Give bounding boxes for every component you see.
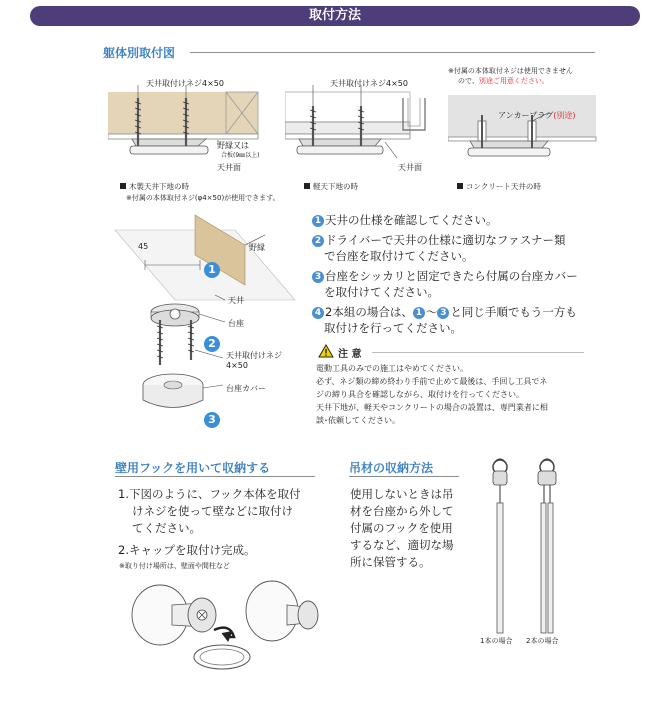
concrete-caption: コンクリート天井の時 <box>457 181 541 192</box>
step-number-4: 4 <box>312 307 324 319</box>
concrete-ceiling-diagram <box>448 95 598 175</box>
storage-line: 所に保管する。 <box>350 555 431 569</box>
dim-45-label: 45 <box>138 242 149 251</box>
step-number-3: 3 <box>312 271 324 283</box>
hook-instructions <box>118 486 328 559</box>
wood-caption: 木製天井下地の時 <box>120 181 189 192</box>
concrete-note-warning: 別途ご用意ください。 <box>478 77 549 85</box>
install-joist-label: 野縁 <box>249 243 265 252</box>
mounting-section-title: 躯体別取付図 <box>103 46 176 60</box>
anchor-plug-label: アンカープラグ(別途) <box>498 111 576 120</box>
step-number-1: 1 <box>312 215 324 227</box>
concrete-note-2: ので、別途ご用意ください。 <box>458 77 549 85</box>
caution-body <box>316 362 596 427</box>
caution-rule <box>372 352 584 353</box>
caution-title: 注 意 <box>338 349 362 360</box>
storage-line: 材を台座から外して <box>350 504 454 518</box>
step-ref-1: 1 <box>413 307 425 319</box>
hook-note: ※取り付け場所は、壁面や間柱など <box>119 562 230 570</box>
storage-section-title: 吊材の収納方法 <box>349 461 434 475</box>
wood-ceiling-face-label: 天井面 <box>217 163 241 172</box>
storage-section-rule <box>349 476 459 477</box>
caution-line: 天井下地が、軽天やコンクリートの場合の設置は、専門業者に相 <box>316 403 548 412</box>
steel-ceiling-face-label: 天井面 <box>398 163 422 172</box>
wood-note: ※付属の本体取付ネジ(φ4×50)が使用できます。 <box>126 194 280 202</box>
install-screw-label: 天井取付けネジ <box>226 351 282 360</box>
install-marker-3: 3 <box>204 412 220 428</box>
step-1: 1 天井の仕様を確認してください。 <box>312 212 602 228</box>
install-marker-2: 2 <box>204 336 220 352</box>
steel-screw-label: 天井取付けネジ4×50 <box>330 79 408 88</box>
hook-line-2: 2.キャップを取付け完成。 <box>118 543 256 557</box>
page-title-banner <box>30 6 640 26</box>
caution-line: 必ず、ネジ類の締め終わり手前で止めて最後は、手回し工具でネ <box>316 377 548 386</box>
hook-illustration <box>122 575 332 675</box>
steel-caption: 軽天下地の時 <box>304 181 358 192</box>
hook-line-1a: 1.下図のように、フック本体を取付 <box>118 487 301 501</box>
wood-ceiling-diagram <box>108 80 260 175</box>
hook-section-title: 壁用フックを用いて収納する <box>115 461 271 475</box>
step-ref-3: 3 <box>437 307 449 319</box>
storage-line: 付属のフックを使用 <box>350 521 453 535</box>
caution-line: 電動工具のみでの施工はやめてください。 <box>316 364 468 373</box>
warning-icon <box>318 344 334 358</box>
storage-label-single: 1本の場合 <box>480 637 513 645</box>
installation-illustration <box>105 210 305 440</box>
wood-plywood-label: 合板(9㎜以上) <box>221 152 260 159</box>
wood-screw-label: 天井取付けネジ4×50 <box>146 79 224 88</box>
install-base-label: 台座 <box>228 319 244 328</box>
storage-line: するなど、適切な場 <box>350 538 454 552</box>
hook-section-rule <box>115 476 315 477</box>
hook-line-1b: けネジを使って壁などに取付け <box>132 504 293 518</box>
wood-joist-label: 野縁又は <box>217 141 249 150</box>
caution-line: 談･依頼してください。 <box>316 416 400 425</box>
step-3: 3 台座をシッカリと固定できたら付属の台座カバー を取付けてください。 <box>312 268 602 300</box>
install-ceiling-label: 天井 <box>228 296 244 305</box>
step-number-2: 2 <box>312 235 324 247</box>
install-screw-size-label: 4×50 <box>226 361 248 370</box>
storage-illustration <box>482 455 572 635</box>
caution-line: ジの締り具合を確認しながら、取付けを行ってください。 <box>316 390 524 399</box>
install-marker-1: 1 <box>204 262 220 278</box>
storage-label-double: 2本の場合 <box>526 637 559 645</box>
storage-line: 使用しないときは吊 <box>350 487 454 501</box>
step-4: 4 2本組の場合は、 1 ～ 3 と同じ手順でもう一方も 取付けを行ってください。 <box>312 304 602 336</box>
hook-line-1c: てください。 <box>132 521 201 535</box>
section-rule <box>190 52 595 53</box>
steel-ceiling-diagram <box>285 80 435 175</box>
storage-instructions <box>350 486 470 571</box>
concrete-note-1: ※付属の本体取付ネジは使用できません <box>448 67 573 75</box>
step-2: 2 ドライバーで天井の仕様に適切なファスナー類 で台座を取付けてください。 <box>312 232 602 264</box>
page-title: 取付方法 <box>308 8 361 23</box>
install-cover-label: 台座カバー <box>226 384 266 393</box>
